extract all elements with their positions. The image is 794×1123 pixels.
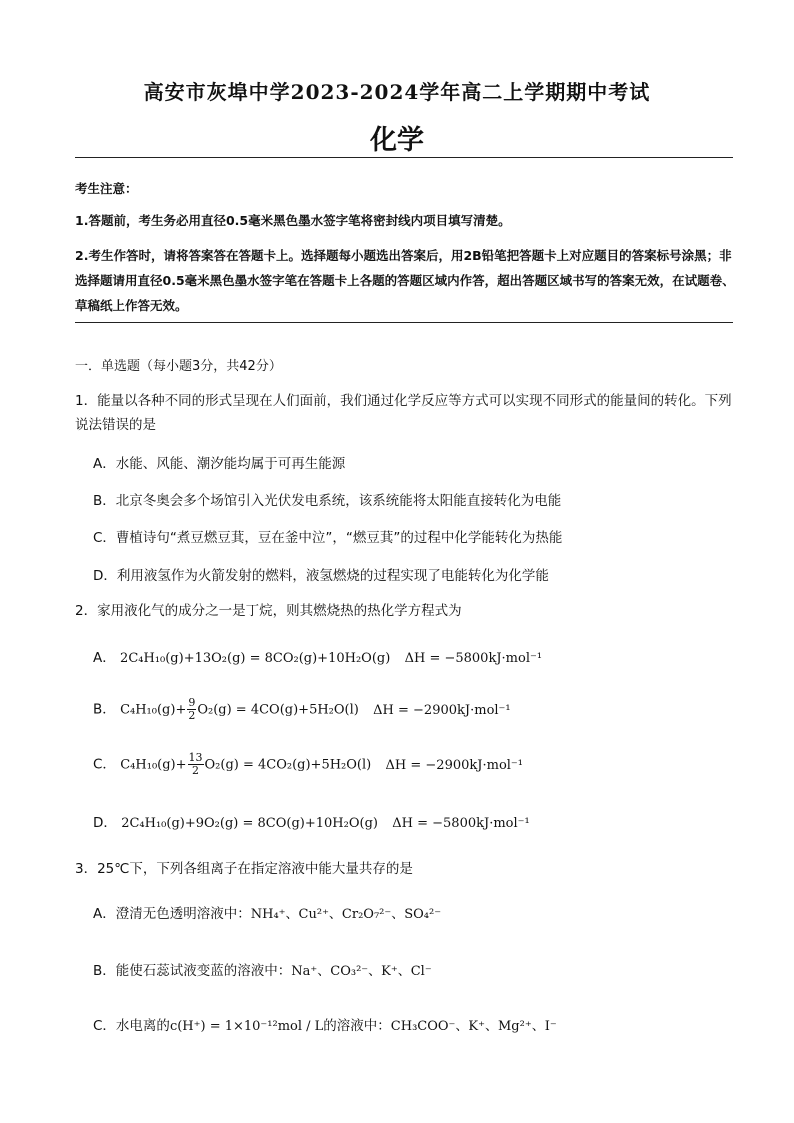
option-a-enthalpy: ΔH = −5800kJ·mol⁻¹ xyxy=(404,651,543,666)
option-a-label: A． xyxy=(93,650,116,666)
question-2-option-b xyxy=(93,697,511,722)
option-b-fraction xyxy=(187,697,196,722)
option-b-equation-right: O₂(g) = 4CO(g)+5H₂O(l) xyxy=(197,702,359,718)
option-a-text: A．澄清无色透明溶液中： xyxy=(93,906,251,922)
option-d-equation: 2C₄H₁₀(g)+9O₂(g) = 8CO(g)+10H₂O(g) xyxy=(121,816,378,831)
notice-heading: 考生注意： xyxy=(75,181,138,196)
question-3-stem: 3．25℃下，下列各组离子在指定溶液中能大量共存的是 xyxy=(75,861,413,877)
option-a-ions: NH₄⁺、Cu²⁺、Cr₂O₇²⁻、SO₄²⁻ xyxy=(250,907,442,922)
question-1-option-c: C．曹植诗句“煮豆燃豆萁，豆在釜中泣”，“燃豆萁”的过程中化学能转化为热能 xyxy=(93,530,563,546)
option-c-text-1: C．水电离的 xyxy=(93,1018,170,1034)
option-d-enthalpy: ΔH = −5800kJ·mol⁻¹ xyxy=(392,816,530,831)
option-c-fraction-denominator: 2 xyxy=(192,764,200,777)
option-b-text: B．能使石蕊试液变蓝的溶液中： xyxy=(93,963,292,979)
question-2-option-c xyxy=(93,752,523,777)
question-1-option-b: B．北京冬奥会多个场馆引入光伏发电系统，该系统能将太阳能直接转化为电能 xyxy=(93,493,562,509)
option-c-label: C． xyxy=(93,756,116,773)
exam-title: 高安市灰埠中学2023-2024学年高二上学期期中考试 xyxy=(143,80,651,104)
question-1-stem: 1．能量以各种不同的形式呈现在人们面前，我们通过化学反应等方式可以实现不同形式的能量间的转化。下列说法错误的是 xyxy=(75,393,732,433)
option-b-enthalpy: ΔH = −2900kJ·mol⁻¹ xyxy=(373,702,511,718)
section-heading: 一．单选题（每小题3分，共42分） xyxy=(75,359,282,374)
option-c-ions: CH₃COO⁻、K⁺、Mg²⁺、I⁻ xyxy=(390,1019,557,1034)
subject-title: 化学 xyxy=(370,125,424,156)
question-2-option-d xyxy=(93,811,530,831)
option-b-equation-left: C₄H₁₀(g)+ xyxy=(120,702,187,718)
question-1-option-d: D．利用液氢作为火箭发射的燃料，液氢燃烧的过程实现了电能转化为化学能 xyxy=(93,568,549,584)
option-c-enthalpy: ΔH = −2900kJ·mol⁻¹ xyxy=(385,757,523,773)
option-c-fraction xyxy=(188,752,204,777)
option-b-label: B． xyxy=(93,701,116,718)
notice-item-2: 2.考生作答时，请将答案答在答题卡上。选择题每小题选出答案后，用2B铅笔把答题卡上对应题目的答案标号涂黑；非选择题请用直径0.5毫米黑色墨水签字笔在答题卡上各题的答题区域内作答，超出答题区域书写的答案无效，在试题卷、草稿纸上作答无效。 xyxy=(75,248,735,313)
option-c-equation-left: C₄H₁₀(g)+ xyxy=(120,757,187,773)
notice-item-1: 1.答题前，考生务必用直径0.5毫米黑色墨水签字笔将密封线内项目填写清楚。 xyxy=(75,213,511,228)
option-c-condition: c(H⁺) = 1×10⁻¹²mol / L xyxy=(169,1019,324,1034)
option-a-equation: 2C₄H₁₀(g)+13O₂(g) = 8CO₂(g)+10H₂O(g) xyxy=(120,651,391,666)
question-2-option-a xyxy=(93,646,542,666)
question-3-option-b xyxy=(93,959,432,979)
option-b-ions: Na⁺、CO₃²⁻、K⁺、Cl⁻ xyxy=(291,964,432,979)
question-1-option-a: A．水能、风能、潮汐能均属于可再生能源 xyxy=(93,456,346,472)
question-3-option-a xyxy=(93,902,441,922)
question-3-option-c xyxy=(93,1014,557,1034)
option-c-fraction-numerator: 13 xyxy=(188,751,203,764)
top-divider xyxy=(75,157,733,158)
notice-divider xyxy=(75,322,733,323)
option-c-equation-right: O₂(g) = 4CO₂(g)+5H₂O(l) xyxy=(204,757,372,773)
question-2-stem: 2．家用液化气的成分之一是丁烷，则其燃烧热的热化学方程式为 xyxy=(75,603,462,619)
option-b-fraction-numerator: 9 xyxy=(188,696,196,709)
option-b-fraction-denominator: 2 xyxy=(188,709,196,722)
option-d-label: D． xyxy=(93,815,117,831)
option-c-text-2: 的溶液中： xyxy=(323,1018,391,1034)
